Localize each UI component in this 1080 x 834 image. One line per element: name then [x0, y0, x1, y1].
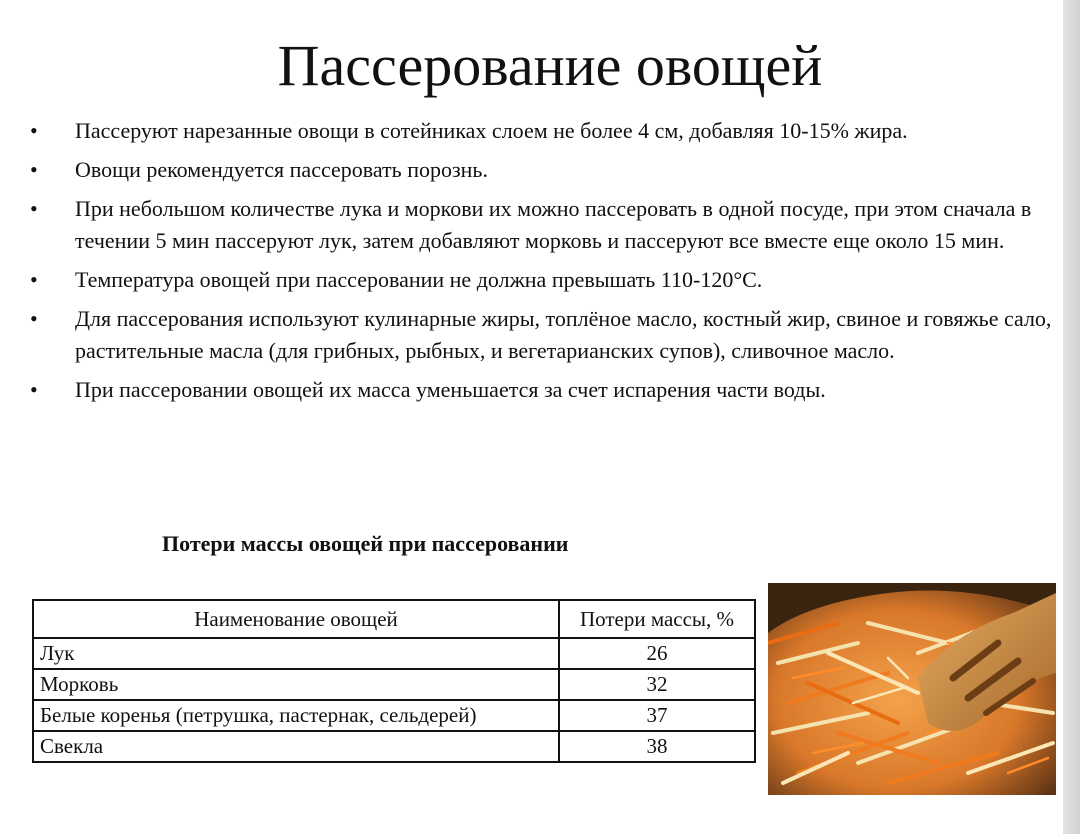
bullet-text: При небольшом количестве лука и моркови их можно пассеровать в одной посуде, при этом сначала в течении 5 мин пассеруют лук, затем добавляют морковь и пассеруют все вместе еще около 15 мин. — [75, 196, 1032, 253]
bullet-icon: • — [30, 157, 38, 182]
bullet-icon: • — [30, 377, 38, 402]
bullet-text: Овощи рекомендуется пассеровать порознь. — [75, 157, 488, 182]
table-row — [33, 669, 755, 700]
bullet-icon: • — [30, 118, 38, 143]
header-mass-loss: Потери массы, % — [559, 600, 755, 638]
bullet-icon: • — [30, 196, 38, 221]
table-row — [33, 700, 755, 731]
bullet-text: Для пассерования используют кулинарные жиры, топлёное масло, костный жир, свиное и говяжье сало, растительные масла (для грибных, рыбных, и вегетарианских супов), сливочное масло. — [75, 306, 1052, 363]
bullet-item — [30, 374, 1060, 406]
bullet-text: Пассеруют нарезанные овощи в сотейниках слоем не более 4 см, добавляя 10-15% жира. — [75, 118, 908, 143]
cell-loss: 26 — [559, 638, 755, 669]
header-vegetable-name: Наименование овощей — [33, 600, 559, 638]
cell-loss: 37 — [559, 700, 755, 731]
bullet-item — [30, 154, 1060, 186]
mass-loss-table — [32, 599, 756, 763]
cell-vegetable: Морковь — [33, 669, 559, 700]
sauteed-vegetables-photo — [768, 583, 1056, 795]
bullet-item — [30, 115, 1060, 147]
table-row — [33, 638, 755, 669]
bullet-icon: • — [30, 306, 38, 331]
bullet-text: При пассеровании овощей их масса уменьшается за счет испарения части воды. — [75, 377, 826, 402]
table-caption: Потери массы овощей при пассеровании — [162, 531, 569, 556]
bullet-icon: • — [30, 267, 38, 292]
table-row — [33, 731, 755, 762]
cell-vegetable: Свекла — [33, 731, 559, 762]
table-header-row — [33, 600, 755, 638]
cell-loss: 32 — [559, 669, 755, 700]
cell-loss: 38 — [559, 731, 755, 762]
cell-vegetable: Лук — [33, 638, 559, 669]
photo-illustration — [768, 583, 1056, 795]
cell-vegetable: Белые коренья (петрушка, пастернак, сельдерей) — [33, 700, 559, 731]
bullet-text: Температура овощей при пассеровании не должна превышать 110-120°С. — [75, 267, 763, 292]
slide-edge-shadow — [1063, 0, 1080, 834]
slide-title: Пассерование овощей — [277, 33, 823, 98]
bullet-list — [30, 115, 1060, 413]
bullet-item — [30, 193, 1060, 257]
bullet-item — [30, 264, 1060, 296]
bullet-item — [30, 303, 1060, 367]
